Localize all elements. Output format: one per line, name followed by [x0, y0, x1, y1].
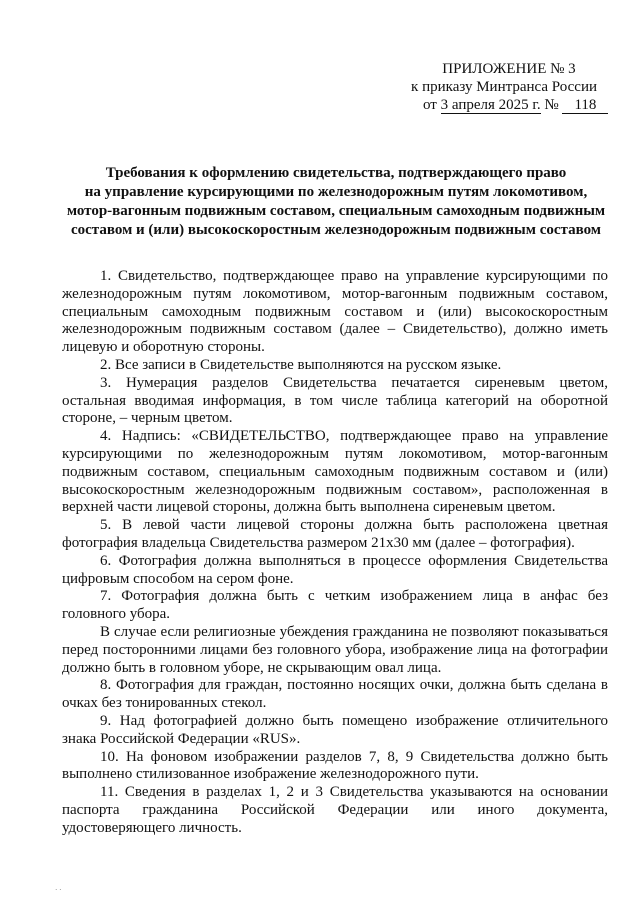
- paragraph-4: 4. Надпись: «СВИДЕТЕЛЬСТВО, подтверждающее право на управление курсирующими по железнодорожным путям локомотивом, мотор-вагонным подвижным составом, специальным самоходным подвижным составом и (или) высокоскоростным железнодорожным подвижным составом», расположенная в верхней части лицевой стороны, должна быть выполнена сиреневым цветом.: [62, 428, 608, 516]
- paragraph-2: 2. Все записи в Свидетельстве выполняются на русском языке.: [100, 356, 502, 373]
- title-line: составом и (или) высокоскоростным железнодорожным подвижным составом: [70, 222, 602, 238]
- paragraph-3: 3. Нумерация разделов Свидетельства печатается сиреневым цветом, остальная вводимая информация, в том числе таблица категорий на оборотной стороне, – черным цветом.: [62, 374, 608, 427]
- title-line: на управление курсирующими по железнодорожным путям локомотивом,: [84, 184, 588, 200]
- paragraph-1: 1. Свидетельство, подтверждающее право на управление курсирующими по железнодорожным путям локомотивом, мотор-вагонным подвижным составом, специальным самоходным подвижным составом и (или) высокоскоростным железнодорожным подвижным составом (далее – Свидетельство), должно иметь лицевую и оборотную стороны.: [62, 268, 608, 356]
- title-line: Требования к оформлению свидетельства, подтверждающего право: [105, 165, 567, 181]
- title-line: мотор-вагонным подвижным составом, специальным самоходным подвижным: [66, 203, 606, 219]
- annex-order-line: к приказу Минтранса России: [411, 79, 597, 95]
- paragraph-11: 11. Сведения в разделах 1, 2 и 3 Свидетельства указываются на основании паспорта гражданина Российской Федерации или иного документа, удостоверяющего личность.: [62, 784, 608, 836]
- order-date: 3 апреля 2025 г.: [440, 97, 541, 113]
- paragraph-10: 10. На фоновом изображении разделов 7, 8, 9 Свидетельства должно быть выполнено стилизованное изображение железнодорожного пути.: [62, 748, 608, 783]
- paragraph-7: 7. Фотография должна быть с четким изображением лица в анфас без головного убора.: [62, 588, 608, 623]
- scan-mark: · ·: [55, 886, 62, 894]
- number-sign: №: [544, 97, 559, 113]
- date-prefix: от: [423, 97, 437, 113]
- paragraph-6: 6. Фотография должна выполняться в процессе оформления Свидетельства цифровым способом на сером фоне.: [62, 552, 608, 587]
- paragraph-8: 8. Фотография для граждан, постоянно носящих очки, должна быть сделана в очках без тонированных стекол.: [62, 677, 608, 712]
- paragraph-5: 5. В левой части лицевой стороны должна быть расположена цветная фотография владельца Свидетельства размером 21x30 мм (далее – фотография).: [62, 517, 608, 551]
- annex-header: [405, 60, 605, 114]
- document-body: [62, 268, 608, 838]
- paragraph-9: 9. Над фотографией должно быть помещено изображение отличительного знака Российской Федерации «RUS».: [62, 712, 608, 747]
- document-title: [48, 164, 624, 240]
- paragraph-7-note: В случае если религиозные убеждения гражданина не позволяют показываться перед посторонними лицами без головного убора, изображение лица на фотографии должно быть в головном уборе, не скрывающим овал лица.: [62, 623, 608, 676]
- annex-date-line: [405, 96, 605, 114]
- annex-title: ПРИЛОЖЕНИЕ № 3: [442, 61, 576, 77]
- order-number: 118: [562, 98, 608, 114]
